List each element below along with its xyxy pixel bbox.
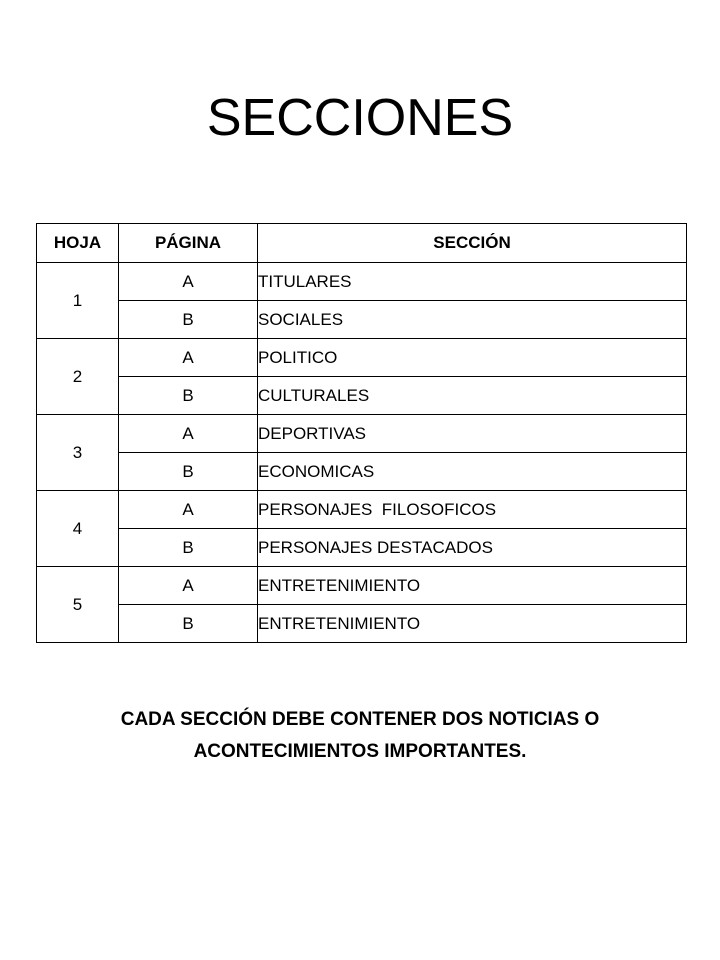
pagina-cell: A xyxy=(119,491,258,529)
instruction-note: CADA SECCIÓN DEBE CONTENER DOS NOTICIAS O ACONTECIMIENTOS IMPORTANTES. xyxy=(120,709,600,762)
pagina-cell: B xyxy=(119,301,258,339)
table-row xyxy=(37,491,687,529)
header-hoja: HOJA xyxy=(37,224,119,263)
pagina-cell: B xyxy=(119,377,258,415)
seccion-cell: PERSONAJES FILOSOFICOS xyxy=(258,491,687,529)
pagina-cell: A xyxy=(119,415,258,453)
sections-table xyxy=(36,223,687,643)
pagina-cell: B xyxy=(119,529,258,567)
pagina-cell: A xyxy=(119,263,258,301)
hoja-cell: 2 xyxy=(37,339,119,415)
seccion-cell: ENTRETENIMIENTO xyxy=(258,567,687,605)
page-title: SECCIONES xyxy=(206,89,514,147)
table-row xyxy=(37,263,687,301)
table-header-row xyxy=(37,224,687,263)
seccion-cell: TITULARES xyxy=(258,263,687,301)
header-seccion: SECCIÓN xyxy=(258,224,687,263)
seccion-cell: CULTURALES xyxy=(258,377,687,415)
header-pagina: PÁGINA xyxy=(119,224,258,263)
table-row xyxy=(37,301,687,339)
table-row xyxy=(37,605,687,643)
hoja-cell: 4 xyxy=(37,491,119,567)
seccion-cell: DEPORTIVAS xyxy=(258,415,687,453)
table-row xyxy=(37,567,687,605)
pagina-cell: A xyxy=(119,339,258,377)
seccion-cell: POLITICO xyxy=(258,339,687,377)
table-row xyxy=(37,415,687,453)
hoja-cell: 5 xyxy=(37,567,119,643)
pagina-cell: B xyxy=(119,605,258,643)
seccion-cell: PERSONAJES DESTACADOS xyxy=(258,529,687,567)
table-row xyxy=(37,377,687,415)
table-row xyxy=(37,339,687,377)
hoja-cell: 1 xyxy=(37,263,119,339)
hoja-cell: 3 xyxy=(37,415,119,491)
pagina-cell: B xyxy=(119,453,258,491)
table-row xyxy=(37,529,687,567)
table-row xyxy=(37,453,687,491)
seccion-cell: ENTRETENIMIENTO xyxy=(258,605,687,643)
seccion-cell: ECONOMICAS xyxy=(258,453,687,491)
pagina-cell: A xyxy=(119,567,258,605)
seccion-cell: SOCIALES xyxy=(258,301,687,339)
